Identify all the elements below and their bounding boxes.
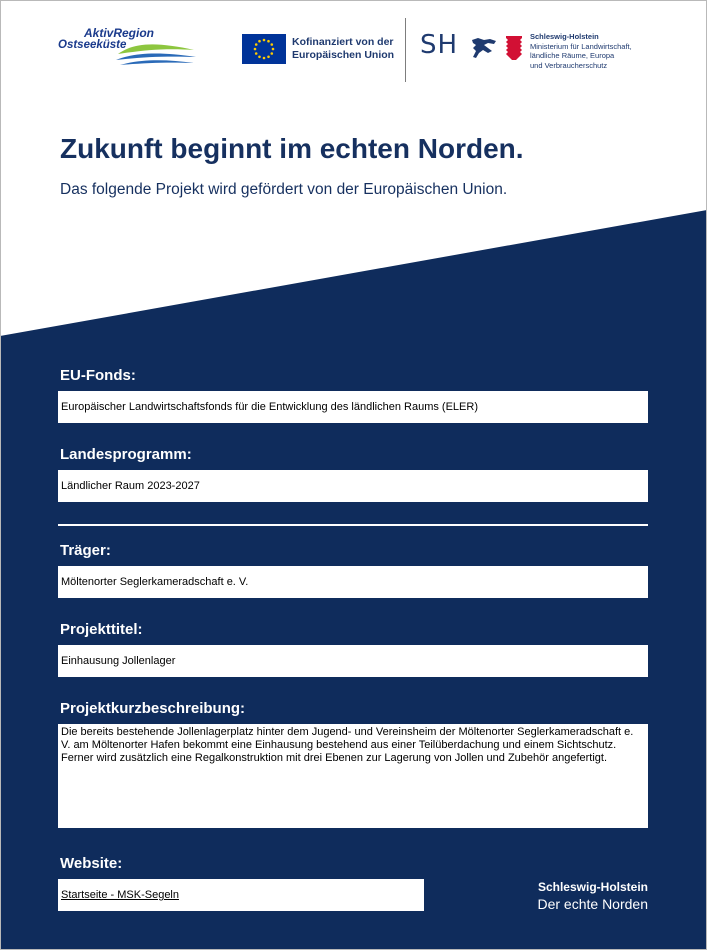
aktivregion-name-line1: AktivRegion xyxy=(84,26,155,40)
header-divider xyxy=(405,18,406,82)
aktivregion-logo xyxy=(58,26,198,70)
traeger-label: Träger: xyxy=(60,542,111,559)
footer-land-name: Schleswig-Holstein xyxy=(537,880,648,894)
sh-letters: SH xyxy=(420,30,459,60)
sh-land-name: Schleswig-Holstein xyxy=(530,32,599,41)
aktivregion-logo-icon xyxy=(114,40,198,68)
beschreibung-field xyxy=(58,724,648,828)
sh-ministry-line1: Ministerium für Landwirtschaft, xyxy=(530,41,632,51)
sh-coat-of-arms-icon xyxy=(470,32,526,62)
footer-claim: Der echte Norden xyxy=(537,896,648,912)
section-separator xyxy=(58,524,648,526)
sh-ministry-line3: und Verbraucherschutz xyxy=(530,60,608,70)
traeger-field xyxy=(58,566,648,598)
eu-flag-icon xyxy=(242,34,286,64)
eu-text-line1: Kofinanziert von der xyxy=(292,36,394,48)
projekttitel-field xyxy=(58,645,648,677)
page-subheadline: Das folgende Projekt wird gefördert von der Europäischen Union. xyxy=(60,181,508,198)
landesprogramm-value: Ländlicher Raum 2023-2027 xyxy=(61,479,200,492)
traeger-value: Möltenorter Seglerkameradschaft e. V. xyxy=(61,575,249,588)
projekttitel-value: Einhausung Jollenlager xyxy=(61,654,176,667)
footer-slogan xyxy=(537,879,648,914)
website-link[interactable]: Startseite - MSK-Segeln xyxy=(61,889,179,901)
eu-fonds-field xyxy=(58,391,648,423)
eu-cofunding-logo xyxy=(242,34,402,64)
beschreibung-value: Die bereits bestehende Jollenlagerplatz hinter dem Jugend- und Vereinsheim der Möltenorter Seglerkameradschaft e. V. am Möltenorter Hafen bekommt eine Einhausung bestehend aus einer Teilüberdachung und einem Sichtschutz. Ferner wird zusätzlich eine Regalkonstruktion mit drei Ebenen zur Lagerung von Jollen und Zubehör angefertigt. xyxy=(61,726,634,764)
projekttitel-label: Projekttitel: xyxy=(60,621,143,638)
eu-fonds-label: EU-Fonds: xyxy=(60,367,136,384)
sh-ministry-logo xyxy=(420,30,650,75)
website-field xyxy=(58,879,424,911)
landesprogramm-field xyxy=(58,470,648,502)
page-headline: Zukunft beginnt im echten Norden. xyxy=(60,133,524,164)
eu-fonds-value: Europäischer Landwirtschaftsfonds für die Entwicklung des ländlichen Raums (ELER) xyxy=(61,400,478,413)
sh-ministry-line2: ländliche Räume, Europa xyxy=(530,51,615,60)
beschreibung-label: Projektkurzbeschreibung: xyxy=(60,700,246,717)
website-label: Website: xyxy=(60,855,123,872)
eu-text-line2: Europäischen Union xyxy=(292,49,395,61)
landesprogramm-label: Landesprogramm: xyxy=(60,446,192,463)
aktivregion-name-line2: Ostseeküste xyxy=(58,39,127,51)
